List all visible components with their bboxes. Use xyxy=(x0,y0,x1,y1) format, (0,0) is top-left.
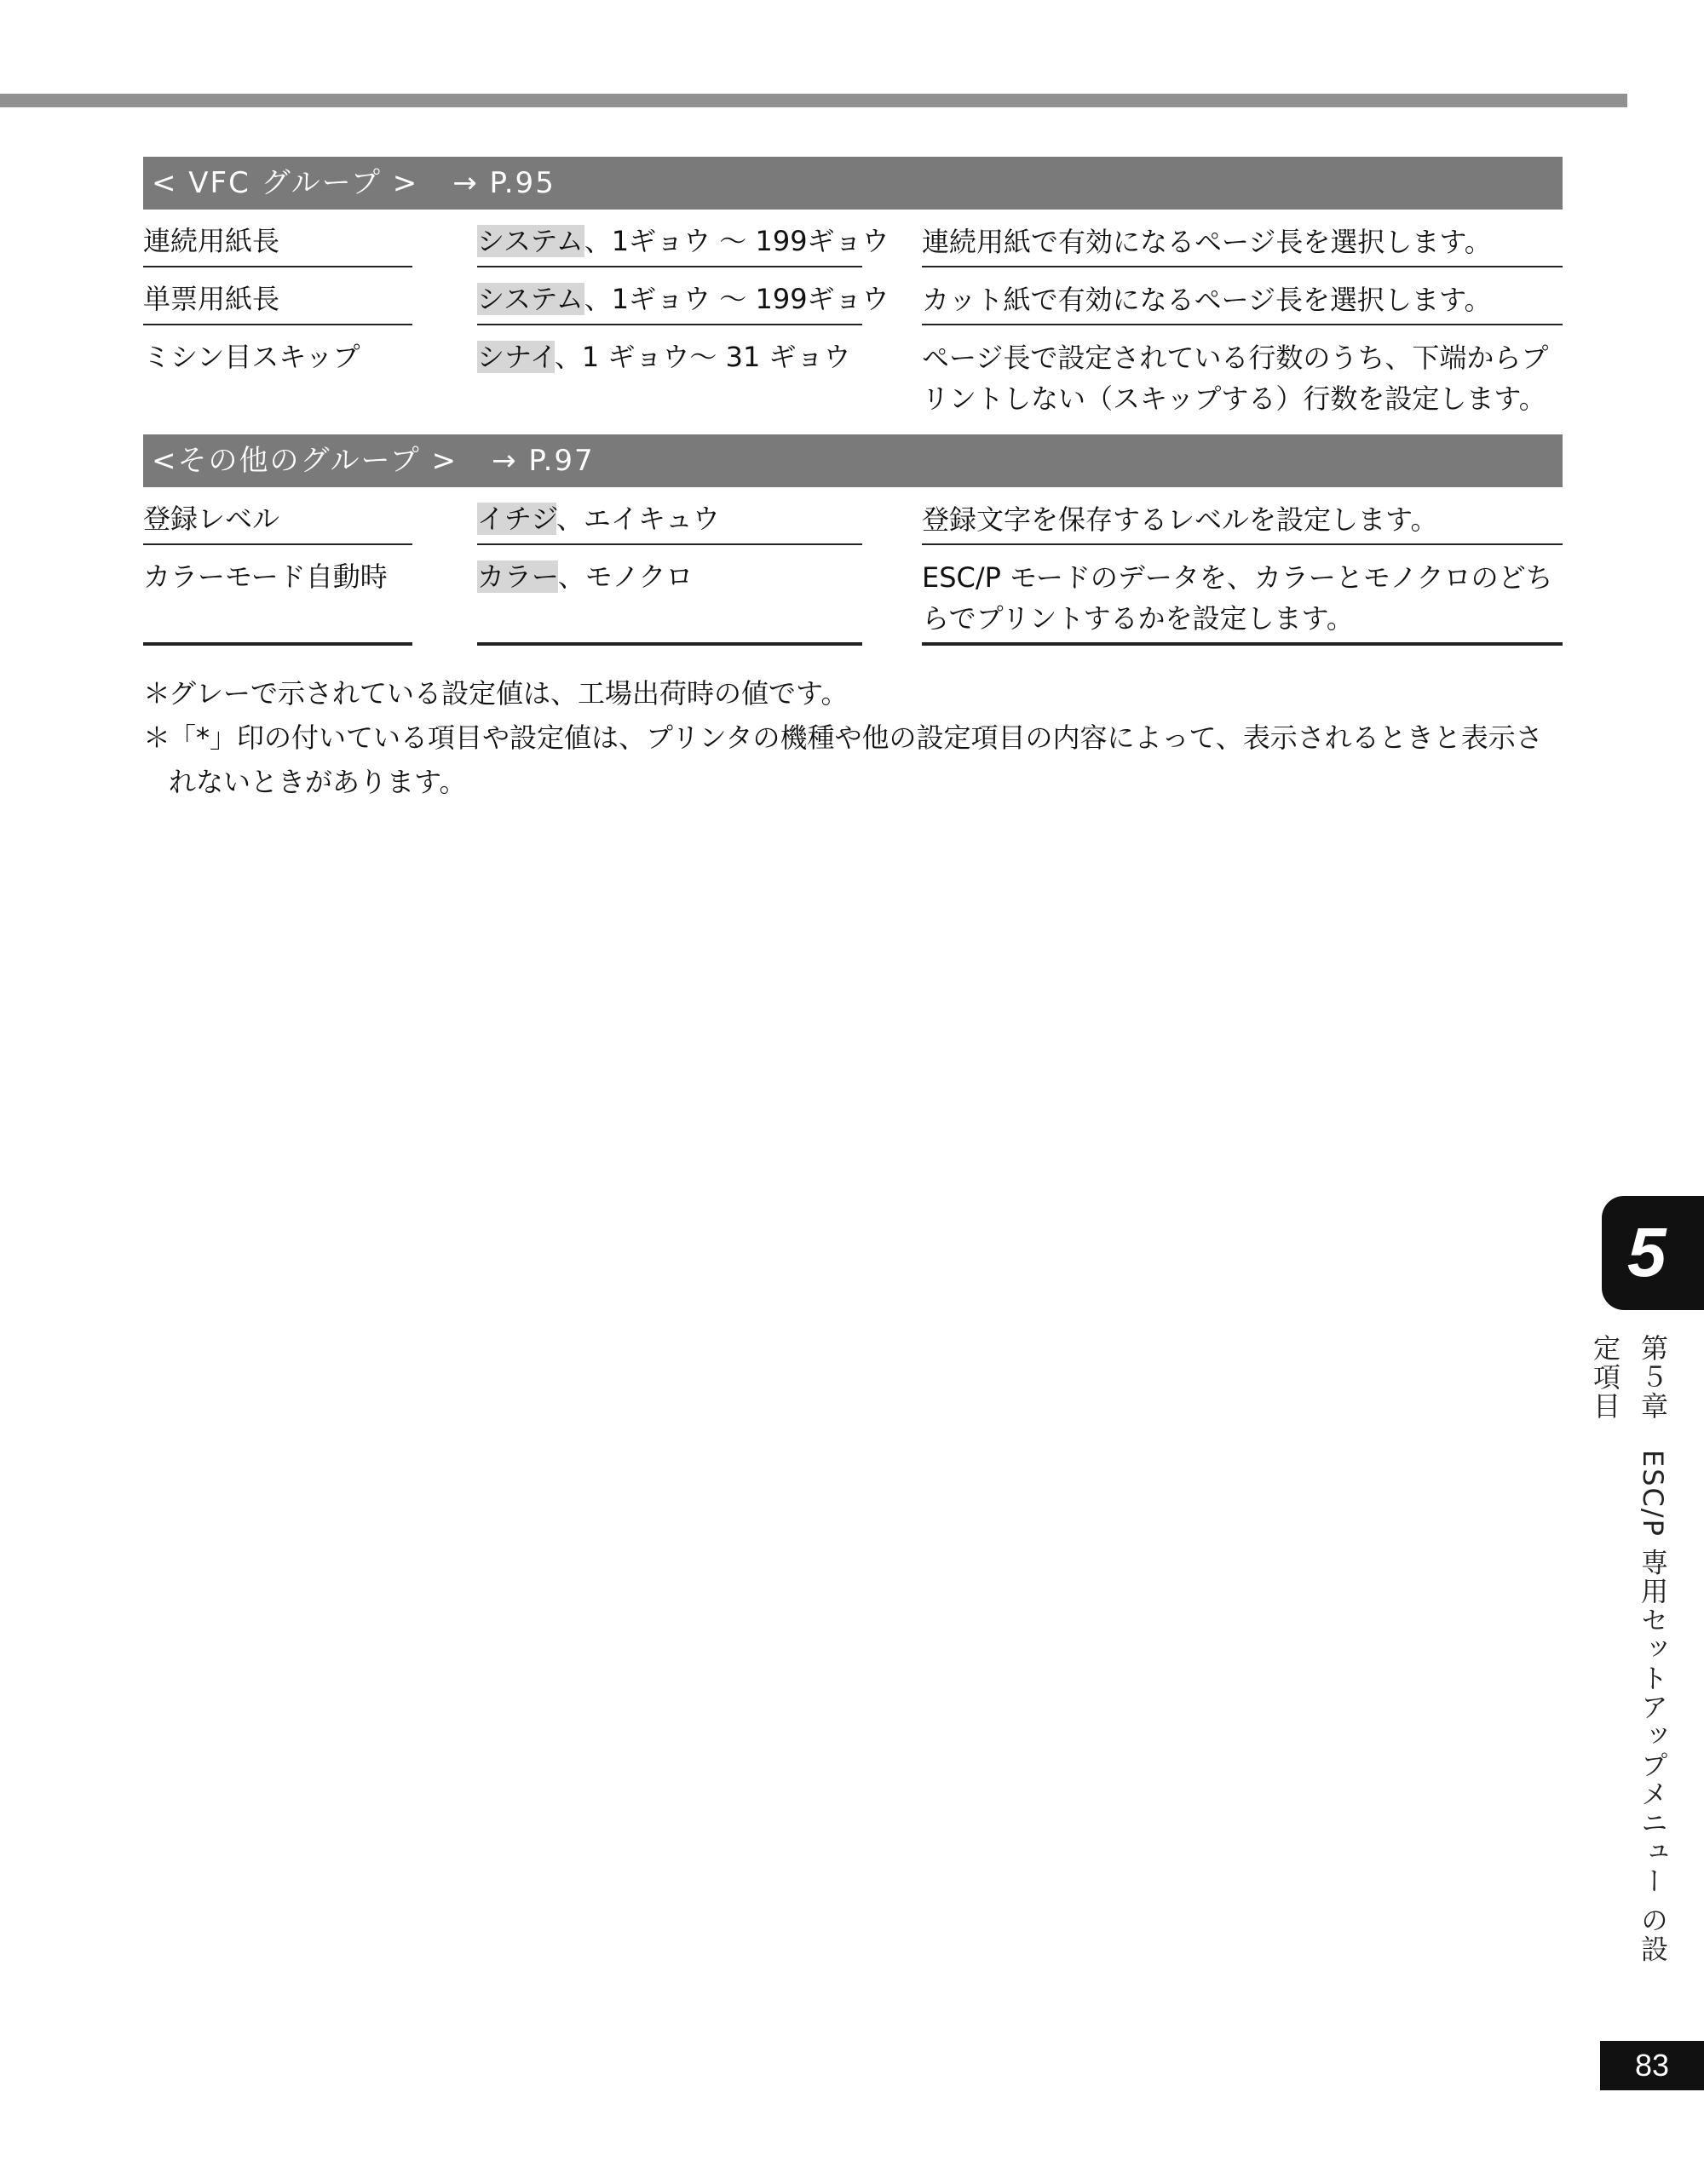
setting-description: カット紙で有効になるページ長を選択します。 xyxy=(922,279,1563,325)
default-value: システム xyxy=(477,283,584,315)
setting-name: 連続用紙長 xyxy=(143,221,412,267)
chapter-title-vertical: 第５章 ESC/P 専用セットアップメニュー の設定項目 xyxy=(1589,1334,1669,1964)
setting-values xyxy=(477,337,862,422)
table-row xyxy=(143,221,1563,267)
group-rows-vfc xyxy=(143,210,1563,434)
group-header-other xyxy=(143,434,1563,487)
other-values: 、モノクロ xyxy=(557,560,694,593)
default-value: カラー xyxy=(477,560,558,593)
setting-description: 連続用紙で有効になるページ長を選択します。 xyxy=(922,221,1563,267)
footnotes xyxy=(143,671,1563,804)
setting-description: ページ長で設定されている行数のうち、下端からプリントしない（スキップする）行数を設定します。 xyxy=(922,342,1549,415)
setting-name: 単票用紙長 xyxy=(143,279,412,325)
footnote-text: グレーで示されている設定値は、工場出荷時の値です。 xyxy=(169,677,849,710)
footnote-mark: ＊ xyxy=(143,721,171,754)
setting-name: カラーモード自動時 xyxy=(143,557,412,646)
setting-values xyxy=(477,221,889,267)
other-values: 、1ギョウ ～ 199ギョウ xyxy=(584,225,889,257)
footnote xyxy=(143,671,1563,716)
table-row xyxy=(143,557,1563,646)
group-rows-other xyxy=(143,487,1563,658)
default-value: シナイ xyxy=(477,341,555,373)
table-row xyxy=(143,337,1563,422)
top-rule xyxy=(0,94,1627,107)
setting-name: 登録レベル xyxy=(143,499,412,545)
page-reference: → P.95 xyxy=(452,166,556,200)
setting-name: ミシン目スキップ xyxy=(143,341,360,373)
group-header-vfc xyxy=(143,157,1563,210)
footnote-mark: ＊ xyxy=(143,677,171,710)
group-title: < VFC グループ > xyxy=(152,166,419,200)
setting-values xyxy=(477,557,862,646)
setting-values xyxy=(477,499,862,545)
page-number: 83 xyxy=(1600,2041,1704,2090)
other-values: 、エイキュウ xyxy=(556,503,720,535)
footnote xyxy=(143,716,1563,804)
setting-description: 登録文字を保存するレベルを設定します。 xyxy=(922,499,1563,545)
footnote-text: 「*」印の付いている項目や設定値は、プリンタの機種や他の設定項目の内容によって、表示されるときと表示されないときがあります。 xyxy=(169,721,1543,798)
other-values: 、1ギョウ ～ 199ギョウ xyxy=(584,283,889,315)
other-values: 、1 ギョウ～ 31 ギョウ xyxy=(554,341,851,373)
table-row xyxy=(143,499,1563,545)
page-reference: → P.97 xyxy=(492,444,595,478)
default-value: システム xyxy=(477,225,584,257)
table-row xyxy=(143,279,1563,325)
default-value: イチジ xyxy=(477,503,556,535)
chapter-tab: 5 xyxy=(1602,1196,1704,1310)
settings-table xyxy=(143,157,1563,804)
group-title: <その他のグループ > xyxy=(152,444,458,478)
setting-description: ESC/P モードのデータを、カラーとモノクロのどちらでプリントするかを設定します。 xyxy=(922,557,1563,646)
setting-values xyxy=(477,279,889,325)
